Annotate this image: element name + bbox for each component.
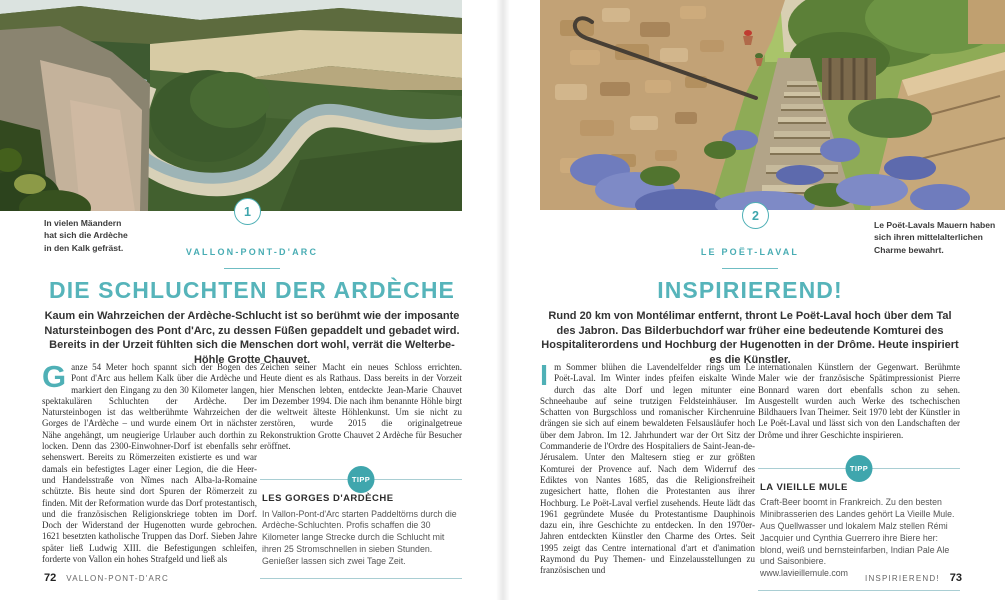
left-tip-box <box>260 475 462 578</box>
tipp-badge-icon: TIPP <box>846 455 873 482</box>
section-number-badge-1 <box>234 198 261 225</box>
left-dropcap: G <box>42 359 67 394</box>
right-tip-website: www.lavieillemule.com <box>760 568 848 579</box>
right-kicker-rule <box>722 268 778 269</box>
left-body-column-1 <box>42 359 257 565</box>
right-body-text-1: m Sommer blühen die Lavendelfelder rings um Le Poët-Laval. Im Winter indes pfeifen eiskalte Winde durch das alte Dorf und legen mitunter eine Schneehaube auf seine trutzigen Feldsteinhäuser. Im Schatten von Burgschloss und romanischer Kirchenruine drängen sie sich auf einem bewaldeten Felsausläufer hoch über dem Jabron. Im 12. Jahrhundert war der Ort Sitz der Commanderie de l'Ordre des Hospitaliers de Saint-Jean-de-Jérusalem. Unter den Maltesern stieg er zur größten Komturei der Provence auf. Nach dem Widerruf des Ediktes von Nantes 1685, das die Religionsfreiheit zugesichert hatte, flohen die Protestanten aus ihrer Hochburg. Le Poët-Laval verfiel zusehends. Heute lädt das 1961 gegründete Musée du Protestantisme Dauphinois dazu ein, ihre Geschichte zu entdecken. In den 1970er-Jahren entdeckten Künstler den Charme des Ortes. Seit 1995 zeigt das Centre international d'art et d'animation Raymond du Puy Themen- und Einzelausstellungen zu französischen und <box>540 362 755 576</box>
right-body-column-2 <box>758 362 960 591</box>
left-tip-text: In Vallon-Pont-d'Arc starten Paddeltörns durch die Ardèche-Schluchten. Profis schaffen die 30 Kilometer lange Strecke durch die Schlucht mit ihren 25 Stromschnellen in sieben Stunden. Genießer lassen sich zwei Tage Zeit. <box>262 508 457 566</box>
left-page-footer <box>44 572 169 584</box>
left-photo-caption: In vielen Mäandern hat sich die Ardèche in den Kalk gefräst. <box>44 218 128 253</box>
right-intro: Rund 20 km von Montélimar entfernt, thront Le Poët-Laval hoch über dem Tal des Jabron. Das Bilderbuchdorf war früher eine bedeutende Komturei des Hospitaliterordens und Hochburg der Hugenotten in der Drôme. Heute inspiriert es die Künstler. <box>541 310 959 366</box>
right-dropcap: I <box>540 360 549 392</box>
right-photo-caption: Le Poët-Lavals Mauern haben sich ihren mittelalterlichen Charme bewahrt. <box>874 220 996 255</box>
left-tip-title: LES GORGES D'ARDÈCHE <box>262 493 394 505</box>
right-body-text-2: internationalen Künstlern der Gegenwart. Berühmte Maler wie der französische Spätimpressionist Pierre Bonnard waren dort ebenfalls schon zu sehen. Ausgestellt wurden auch Werke des tschechischen Bildhauers Ivan Theimer. Seit 1970 lebt der Künstler in Le Poët-Laval und lässt sich von den Landschaften der Drôme und ihrer Geschichte inspirieren. <box>758 362 960 440</box>
right-page-number: 73 <box>949 572 962 584</box>
left-footer-label: VALLON-PONT-D'ARC <box>66 574 169 583</box>
right-tip-title: LA VIEILLE MULE <box>760 482 848 494</box>
tipp-badge-icon: TIPP <box>348 466 375 493</box>
ardeche-gorge-illustration <box>0 0 462 211</box>
right-tip-text: Craft-Beer boomt in Frankreich. Zu den besten Minibrasserien des Landes gehört La Vieille Mule. Aus Quellwasser und lokalem Malz stellen Rémi Jacquier und Cynthia Guerrero ihre Biere her: blond, weiß und bernsteinfarben, Indian Pale Ale und Saisonbiere. <box>760 497 955 567</box>
badge-number: 1 <box>244 204 251 219</box>
left-page-title: DIE SCHLUCHTEN DER ARDÈCHE <box>49 277 455 303</box>
badge-number: 2 <box>752 208 759 223</box>
left-page-number: 72 <box>44 572 57 584</box>
left-body-column-2 <box>260 362 462 579</box>
right-page-footer <box>700 572 962 584</box>
page-gutter-shadow <box>496 0 510 600</box>
right-body-column-1 <box>540 362 755 577</box>
left-kicker: VALLON-PONT-D'ARC <box>185 247 319 257</box>
left-body-text-1: anze 54 Meter hoch spannt sich der Bogen des Pont d'Arc aus hellem Kalk über die Ardèche und markiert den Eingang zu den 30 Kilometer langen, spektakulären Schluchten der Ardèche. Der Natursteinbogen ist das weltberühmte Wahrzeichen der Gorges de l'Ardèche – und wurde einem Ort in nächster Nähe angehängt, um neugierige Urlauber auch dorthin zu locken. Denn das 2300-Einwohner-Dorf ist ebenfalls sehr sehenswert. Bereits zu Römerzeiten existierte es und war damals ein befestigtes Lager einer Legion, die die Heer- und Handelsstraße von Nîmes nach Alba-la-Romaine schützte. Bis heute sind dort Spuren der Römerzeit zu finden. Mit der Reformation wurde das Dorf protestantisch, und die französischen Religionskriege tobten im Dorf. Doch der Widerstand der Hugenotten wurde gebrochen. 1621 besetzten katholische Truppen das Dorf. Sieben Jahre später ließ Ludwig XIII. die Befestigungen schleifen, forderte von Vallon ein hohes Strafgeld und ließ als <box>42 362 257 565</box>
left-intro: Kaum ein Wahrzeichen der Ardèche-Schlucht ist so berühmt wie der imposante Natursteinbogen des Pont d'Arc, zu dessen Füßen gepaddelt und gebadet wird. Bereits in der Urzeit fühlten sich die Menschen dort wohl, verrät die Welterbe-Höhle Grotte Chauvet. <box>44 310 460 366</box>
left-kicker-rule <box>224 268 280 269</box>
poet-laval-alley-photo <box>540 0 1005 210</box>
right-kicker: LE POËT-LAVAL <box>700 247 800 257</box>
poet-laval-alley-illustration <box>540 0 1005 210</box>
left-body-text-2: Zeichen seiner Macht ein neues Schloss errichten. Heute dient es als Rathaus. Dass bereits in der Vorzeit hier Menschen lebten, entdeckte Jean-Marie Chauvet im Dezember 1994. Die nach ihm benannte Höhle birgt die weltweit älteste Höhlenkunst. Um sie nicht zu zerstören, wurde 2015 die originalgetreue Rekonstruktion Grotte Chauvet 2 Ardèche für Besucher eröffnet. <box>260 362 462 452</box>
ardeche-gorge-photo <box>0 0 462 211</box>
right-page-title: INSPIRIEREND! <box>657 277 843 303</box>
right-footer-label: INSPIRIEREND! <box>865 574 940 583</box>
section-number-badge-2 <box>742 202 769 229</box>
